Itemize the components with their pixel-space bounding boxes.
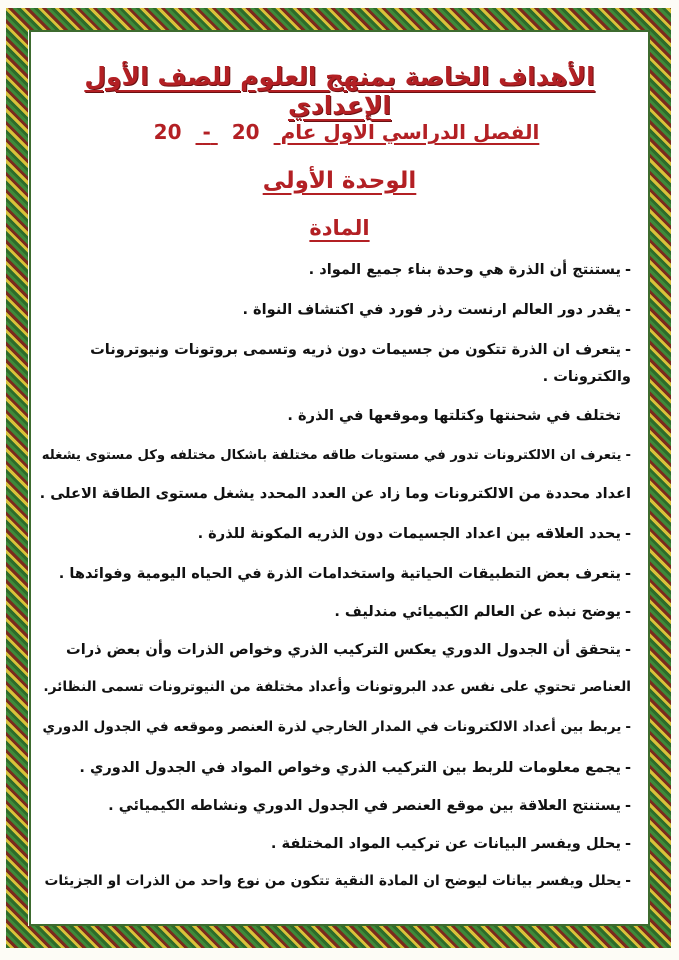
bullet-dash: - bbox=[624, 797, 631, 814]
unit-heading: الوحدة الأولى bbox=[262, 168, 417, 194]
bullet-dash: - bbox=[624, 301, 631, 318]
bullet-dash: - bbox=[625, 448, 631, 463]
objective-item: اعداد محددة من الالكترونات وما زاد عن العدد المحدد يشغل مستوى الطاقة الاعلى . bbox=[39, 485, 631, 502]
objective-item: -يوضح نبذه عن العالم الكيميائي مندليف . bbox=[334, 603, 631, 620]
objective-item: -يتحقق أن الجدول الدوري يعكس التركيب الذري وخواص الذرات وأن بعض ذرات bbox=[66, 641, 631, 658]
year-start: 20 bbox=[231, 120, 260, 144]
objective-item: -يجمع معلومات للربط بين التركيب الذري وخواص المواد في الجدول الدوري . bbox=[79, 759, 631, 776]
bullet-dash: - bbox=[624, 641, 631, 658]
subject-heading: المادة bbox=[309, 216, 370, 240]
year-end: 20 bbox=[153, 120, 182, 144]
objective-item: -يحلل ويفسر بيانات ليوضح ان المادة النقية تتكون من نوع واحد من الذرات او الجزيئات bbox=[44, 873, 631, 889]
semester-label: الفصل الدراسي الاول عام bbox=[280, 120, 540, 144]
objective-item: -يحلل ويفسر البيانات عن تركيب المواد المختلفة . bbox=[270, 835, 631, 852]
bullet-dash: - bbox=[624, 565, 631, 582]
objective-item: العناصر تحتوي على نفس عدد البروتونات وأعداد مختلفة من النيوترونات تسمى النظائر. bbox=[43, 679, 631, 695]
document-content bbox=[32, 34, 647, 924]
objective-item: -يتعرف بعض التطبيقات الحياتية واستخدامات الذرة في الحياه اليومية وفوائدها . bbox=[58, 565, 631, 582]
bullet-dash: - bbox=[624, 759, 631, 776]
year-separator: - bbox=[202, 120, 211, 144]
objective-item: -يربط بين أعداد الالكترونات في المدار الخارجي لذرة العنصر وموقعه في الجدول الدوري bbox=[42, 719, 631, 735]
objective-item: تختلف في شحنتها وكتلتها وموقعها في الذرة . bbox=[287, 407, 621, 424]
bullet-dash: - bbox=[624, 261, 631, 278]
objective-item: -يستنتج العلاقة بين موقع العنصر في الجدول الدوري ونشاطه الكيميائي . bbox=[108, 797, 631, 814]
semester-line bbox=[32, 120, 647, 144]
page-title: الأهداف الخاصة بمنهج العلوم للصف الأول الإعدادي bbox=[84, 62, 595, 120]
bullet-dash: - bbox=[624, 525, 631, 542]
bullet-dash: - bbox=[624, 341, 631, 358]
objective-item: -يستنتج أن الذرة هي وحدة بناء جميع المواد . bbox=[308, 261, 631, 278]
objective-item: -يتعرف ان الالكترونات تدور في مستويات طاقه مختلفة باشكال مختلفه وكل مستوى يشغله bbox=[41, 448, 631, 463]
objective-item: -يقدر دور العالم ارنست رذر فورد في اكتشاف النواة . bbox=[242, 301, 631, 318]
bullet-dash: - bbox=[625, 873, 631, 889]
objective-item: -يحدد العلاقه بين اعداد الجسيمات دون الذريه المكونة للذرة . bbox=[197, 525, 631, 542]
bullet-dash: - bbox=[624, 603, 631, 620]
objective-item: -يتعرف ان الذرة تتكون من جسيمات دون ذريه وتسمى بروتونات ونيوترونات والكترونات . bbox=[90, 341, 631, 385]
bullet-dash: - bbox=[625, 719, 631, 735]
bullet-dash: - bbox=[624, 835, 631, 852]
